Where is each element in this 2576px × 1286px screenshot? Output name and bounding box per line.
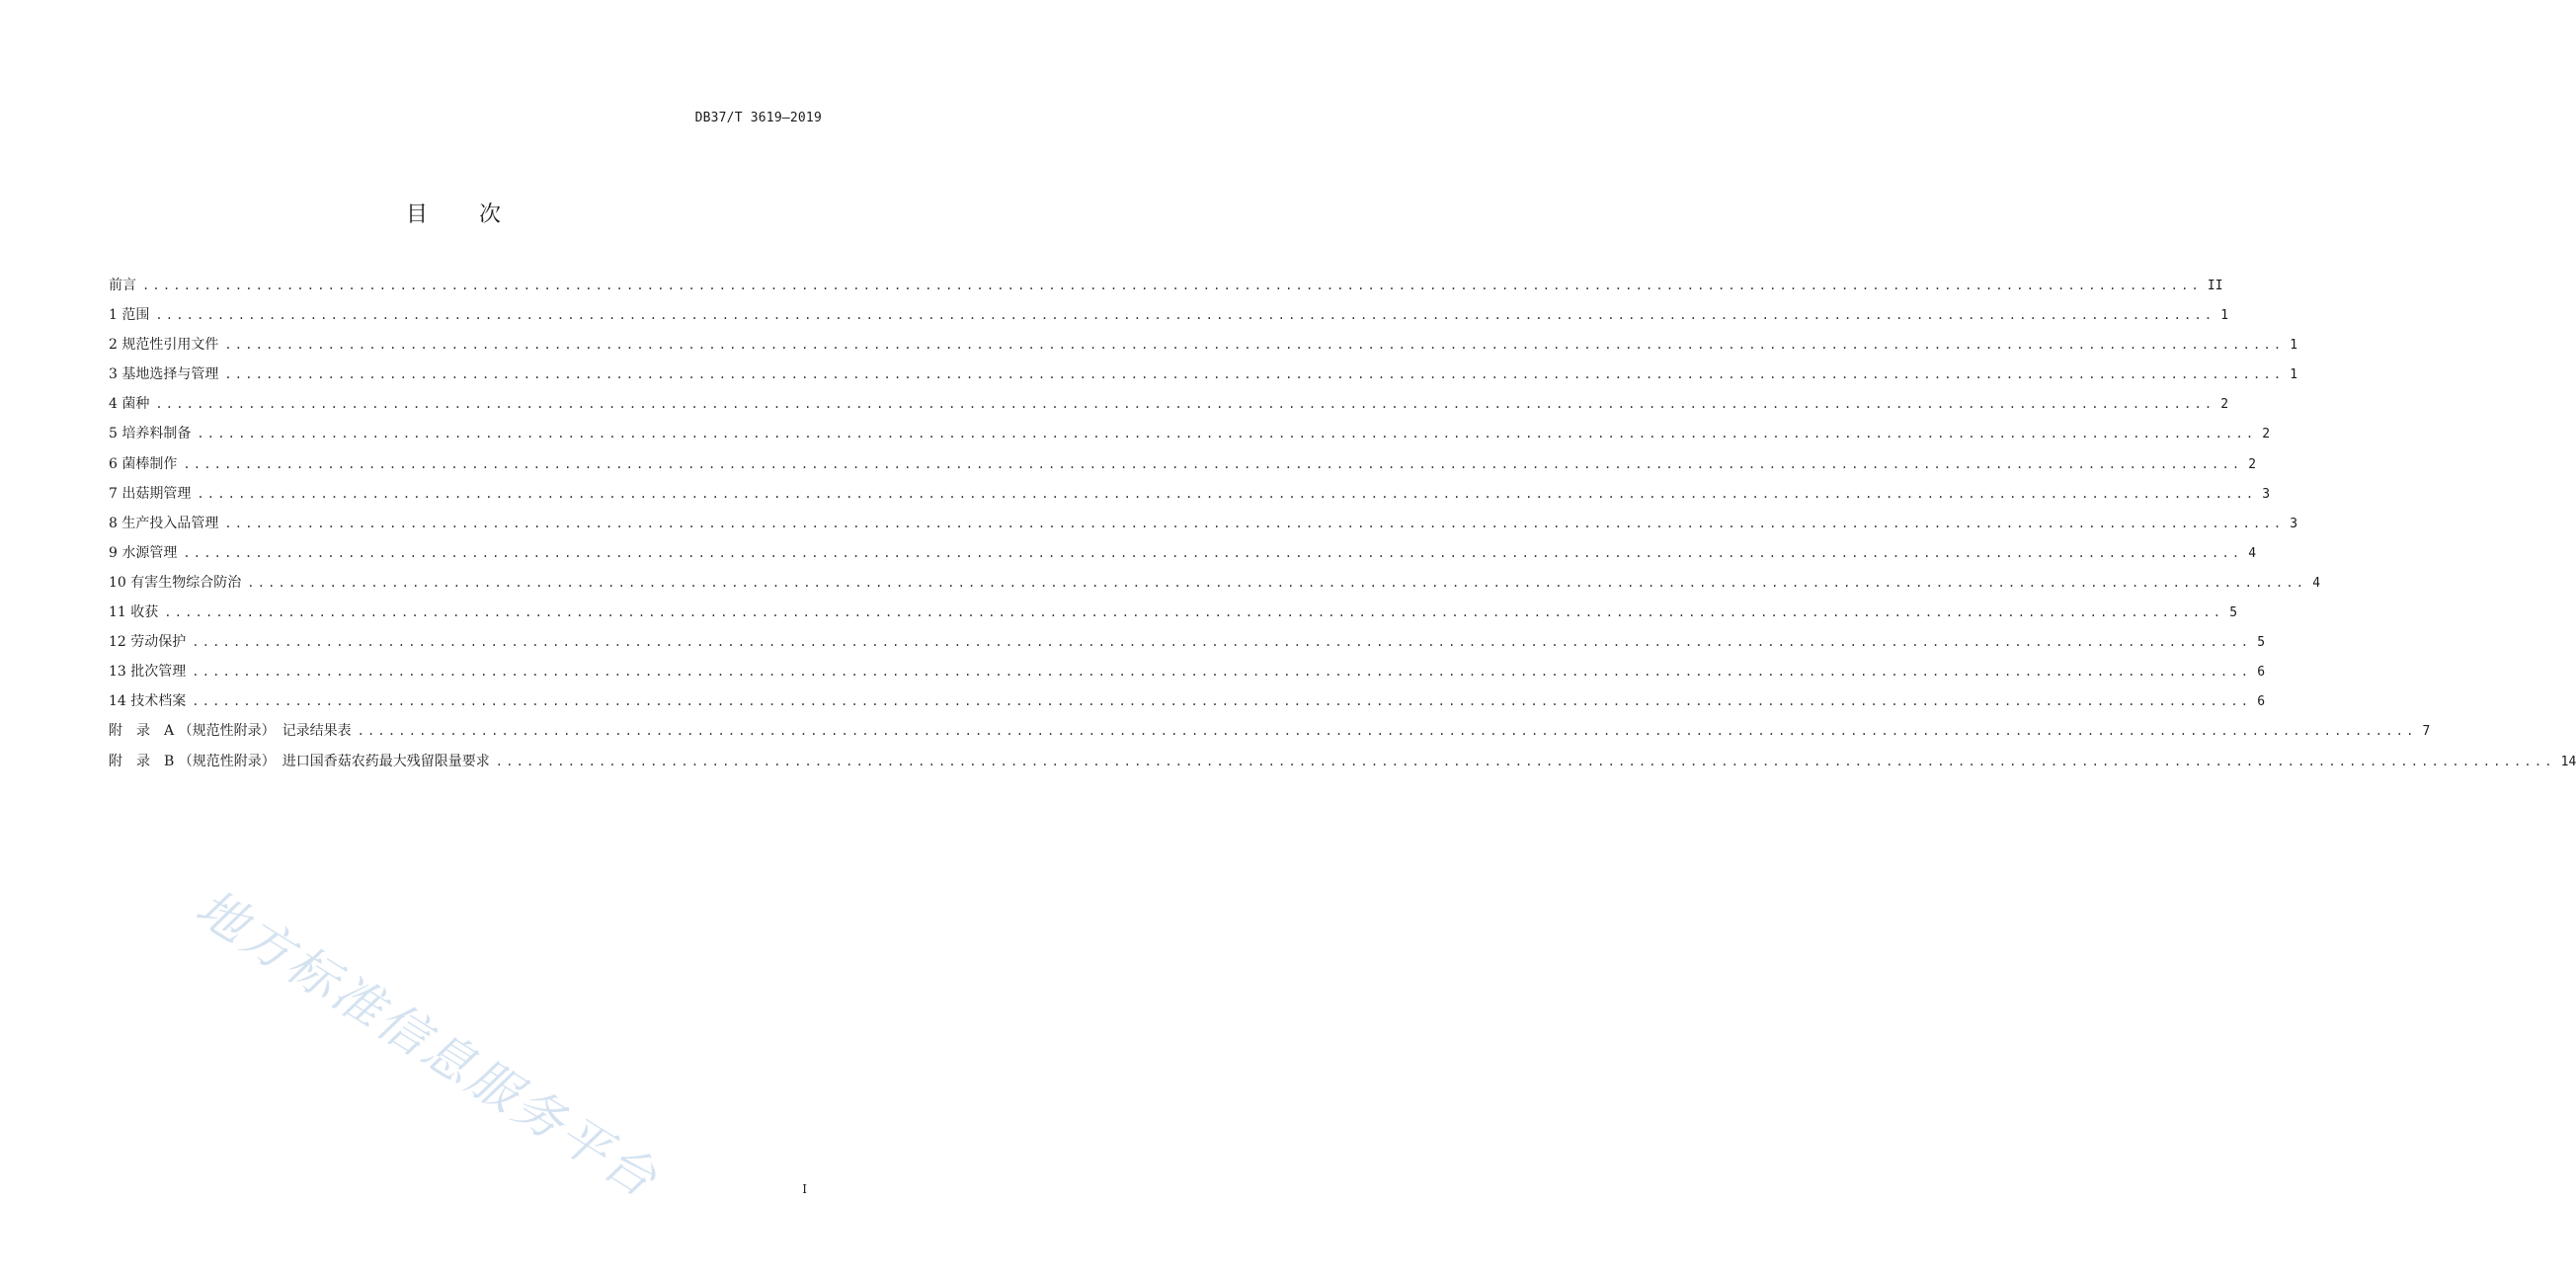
toc-title [0, 198, 909, 228]
toc-entry-label: 前言 [109, 278, 136, 293]
toc-entry-number: 4 [109, 396, 118, 413]
toc-entry-page: 3 [2290, 516, 2298, 531]
toc-entry-water-management[interactable] [109, 542, 2257, 572]
toc-entry-normative-references[interactable] [109, 334, 2298, 363]
toc-entry-number: 10 [109, 574, 126, 591]
toc-entry-label: 菌棒制作 [121, 455, 178, 472]
toc-entry-harvest[interactable] [109, 602, 2238, 631]
toc-dot-leader: ........................................................................................................................................................................................................ [224, 338, 2285, 353]
toc-entry-label: 规范性引用文件 [121, 337, 219, 354]
toc-dot-leader: ........................................................................................................................................................................................................ [192, 665, 2252, 680]
toc-entry-page: 1 [2290, 367, 2298, 383]
toc-dot-leader: ........................................................................................................................................................................................................ [183, 456, 2243, 471]
toc-entry-label: 水源管理 [121, 544, 178, 561]
toc-entry-page: 3 [2262, 486, 2271, 502]
toc-entry-page: 5 [2257, 635, 2266, 651]
toc-entry-number: 7 [109, 485, 118, 502]
toc-entry-technical-archives[interactable] [109, 690, 2266, 720]
toc-entry-label: 范围 [121, 307, 150, 324]
toc-title-right: 次 [479, 202, 504, 227]
toc-dot-leader: ........................................................................................................................................................................................................ [357, 724, 2417, 739]
toc-entry-label: 劳动保护 [130, 634, 187, 651]
toc-entry-pest-control[interactable] [109, 572, 2321, 602]
toc-dot-leader: ........................................................................................................................................................................................................ [192, 694, 2252, 709]
toc-entry-label: 培养料制备 [121, 426, 192, 442]
toc-entry-label: 基地选择与管理 [121, 366, 219, 383]
toc-entry-number: 12 [109, 634, 126, 651]
toc-entry-number: 3 [109, 366, 118, 383]
toc-dot-leader: ........................................................................................................................................................................................................ [224, 367, 2285, 382]
toc-entry-page: 6 [2257, 665, 2266, 681]
toc-entry-number: 14 [109, 693, 126, 710]
toc-entry-number: 9 [109, 544, 118, 561]
toc-entry-page: 7 [2422, 724, 2431, 740]
toc-entry-substrate-preparation[interactable] [109, 423, 2271, 452]
toc-dot-leader: ........................................................................................................................................................................................................ [183, 545, 2243, 560]
toc-dot-leader: ........................................................................................................................................................................................................ [197, 486, 2257, 501]
toc-entry-page: 2 [2248, 456, 2257, 472]
toc-entry-label: （规范性附录） 记录结果表 [178, 723, 352, 740]
toc-entry-label: 生产投入品管理 [121, 515, 219, 531]
toc-entry-label: 批次管理 [130, 664, 187, 681]
toc-entry-label: （规范性附录） 进口国香菇农药最大残留限量要求 [178, 753, 490, 769]
toc-entry-page: 6 [2257, 694, 2266, 710]
toc-dot-leader: ........................................................................................................................................................................................................ [192, 635, 2252, 650]
toc-entry-number: 附 录 A [109, 723, 175, 740]
toc-dot-leader: ........................................................................................................................................................................................................ [495, 754, 2555, 768]
toc-entry-page: 1 [2290, 338, 2298, 354]
toc-entry-inputs-management[interactable] [109, 513, 2298, 542]
toc-entry-number: 5 [109, 426, 118, 442]
toc-entry-page: 4 [2312, 575, 2321, 591]
toc-dot-leader: ........................................................................................................................................................................................................ [247, 575, 2307, 590]
toc-entry-number: 附 录 B [109, 753, 175, 769]
toc-entry-page: 1 [2220, 308, 2229, 324]
toc-entry-labor-protection[interactable] [109, 631, 2266, 661]
toc-entry-page: 2 [2262, 427, 2271, 442]
toc-entry-number: 1 [109, 307, 118, 324]
toc-entry-appendix-a[interactable] [109, 720, 2431, 750]
toc-entry-number: 13 [109, 664, 126, 681]
toc-entry-number: 2 [109, 337, 118, 354]
toc-entry-log-making[interactable] [109, 453, 2257, 483]
toc-dot-leader: ........................................................................................................................................................................................................ [155, 397, 2215, 412]
toc-entry-number: 6 [109, 455, 118, 472]
toc-dot-leader: ........................................................................................................................................................................................................ [155, 308, 2215, 323]
toc-entry-label: 技术档案 [130, 693, 187, 710]
toc-entry-appendix-b[interactable] [109, 751, 2576, 780]
toc-entry-page: 2 [2220, 397, 2229, 413]
toc-entry-number: 11 [109, 604, 126, 621]
toc-entry-page: 5 [2229, 605, 2238, 621]
toc-dot-leader: ........................................................................................................................................................................................................ [164, 605, 2224, 620]
toc-entry-strain[interactable] [109, 393, 2229, 423]
toc-entry-batch-management[interactable] [109, 661, 2266, 690]
toc-entry-base-selection[interactable] [109, 363, 2298, 393]
toc-entry-label: 收获 [130, 604, 159, 621]
document-code: DB37/T 3619—2019 [694, 111, 822, 125]
toc-entry-label: 有害生物综合防治 [130, 574, 242, 591]
toc-dot-leader: ........................................................................................................................................................................................................ [197, 427, 2257, 442]
toc-list [109, 275, 2576, 780]
toc-entry-foreword[interactable] [109, 275, 2223, 304]
toc-dot-leader: ........................................................................................................................................................................................................ [224, 516, 2285, 530]
toc-entry-scope[interactable] [109, 304, 2229, 334]
toc-title-left: 目 [405, 202, 430, 227]
toc-dot-leader: ........................................................................................................................................................................................................ [142, 279, 2202, 292]
toc-entry-number: 8 [109, 515, 118, 531]
toc-entry-page: 14 [2560, 754, 2576, 769]
page-number: I [802, 1182, 807, 1196]
watermark: 地方标准信息服务平台 [186, 878, 670, 1210]
toc-entry-label: 出菇期管理 [121, 485, 192, 502]
toc-entry-fruiting-management[interactable] [109, 483, 2271, 513]
toc-entry-page: 4 [2248, 545, 2257, 561]
toc-entry-page: II [2207, 279, 2223, 293]
toc-entry-label: 菌种 [121, 396, 150, 413]
